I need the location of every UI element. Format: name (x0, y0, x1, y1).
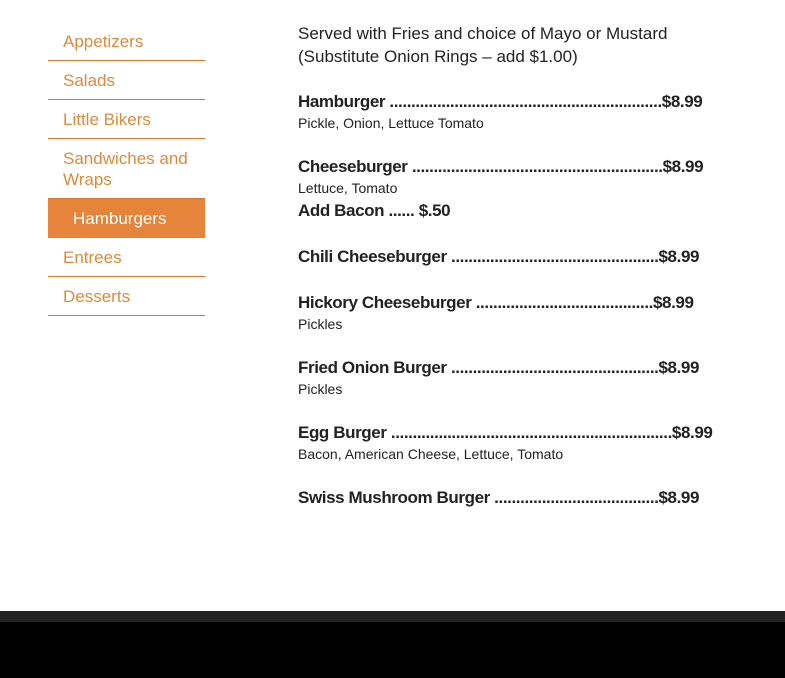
item-description: Bacon, American Cheese, Lettuce, Tomato (298, 446, 564, 462)
menu-item-egg-burger (298, 421, 758, 463)
item-description: Pickles (298, 316, 343, 332)
hamburgers-menu (298, 22, 758, 532)
item-name-price: Fried Onion Burger ................................................$8.99 (298, 358, 700, 377)
item-addon: Add Bacon ...... $.50 (298, 201, 451, 220)
nav-item-little-bikers[interactable]: Little Bikers (48, 100, 205, 139)
item-name-price: Hickory Cheeseburger .........................................$8.99 (298, 293, 694, 312)
nav-item-desserts[interactable]: Desserts (48, 277, 205, 316)
footer-divider (0, 611, 785, 622)
intro-line-1: Served with Fries and choice of Mayo or Mustard (298, 24, 668, 43)
item-name-price: Cheeseburger ..........................................................$8.99 (298, 157, 704, 176)
item-name-price: Hamburger ...............................................................$8.99 (298, 92, 703, 111)
item-description: Pickle, Onion, Lettuce Tomato (298, 115, 484, 131)
menu-item-hickory-cheeseburger (298, 291, 758, 333)
item-description: Pickles (298, 381, 343, 397)
menu-item-hamburger (298, 90, 758, 132)
intro-line-2: (Substitute Onion Rings – add $1.00) (298, 47, 578, 66)
menu-intro (298, 22, 758, 68)
menu-item-fried-onion-burger (298, 356, 758, 398)
nav-item-appetizers[interactable]: Appetizers (48, 22, 205, 61)
nav-item-hamburgers[interactable]: Hamburgers (48, 199, 205, 238)
item-description: Lettuce, Tomato (298, 180, 398, 196)
item-name-price: Egg Burger .................................................................$8.99 (298, 423, 713, 442)
menu-category-nav (48, 22, 205, 316)
nav-item-salads[interactable]: Salads (48, 61, 205, 100)
nav-item-sandwiches-and-wraps[interactable]: Sandwiches and Wraps (48, 139, 205, 199)
page-footer (0, 622, 785, 678)
menu-item-chili-cheeseburger (298, 245, 758, 268)
nav-item-entrees[interactable]: Entrees (48, 238, 205, 277)
item-name-price: Chili Cheeseburger ................................................$8.99 (298, 247, 700, 266)
menu-item-swiss-mushroom-burger (298, 486, 758, 509)
menu-item-cheeseburger (298, 155, 758, 222)
item-name-price: Swiss Mushroom Burger ......................................$8.99 (298, 488, 700, 507)
